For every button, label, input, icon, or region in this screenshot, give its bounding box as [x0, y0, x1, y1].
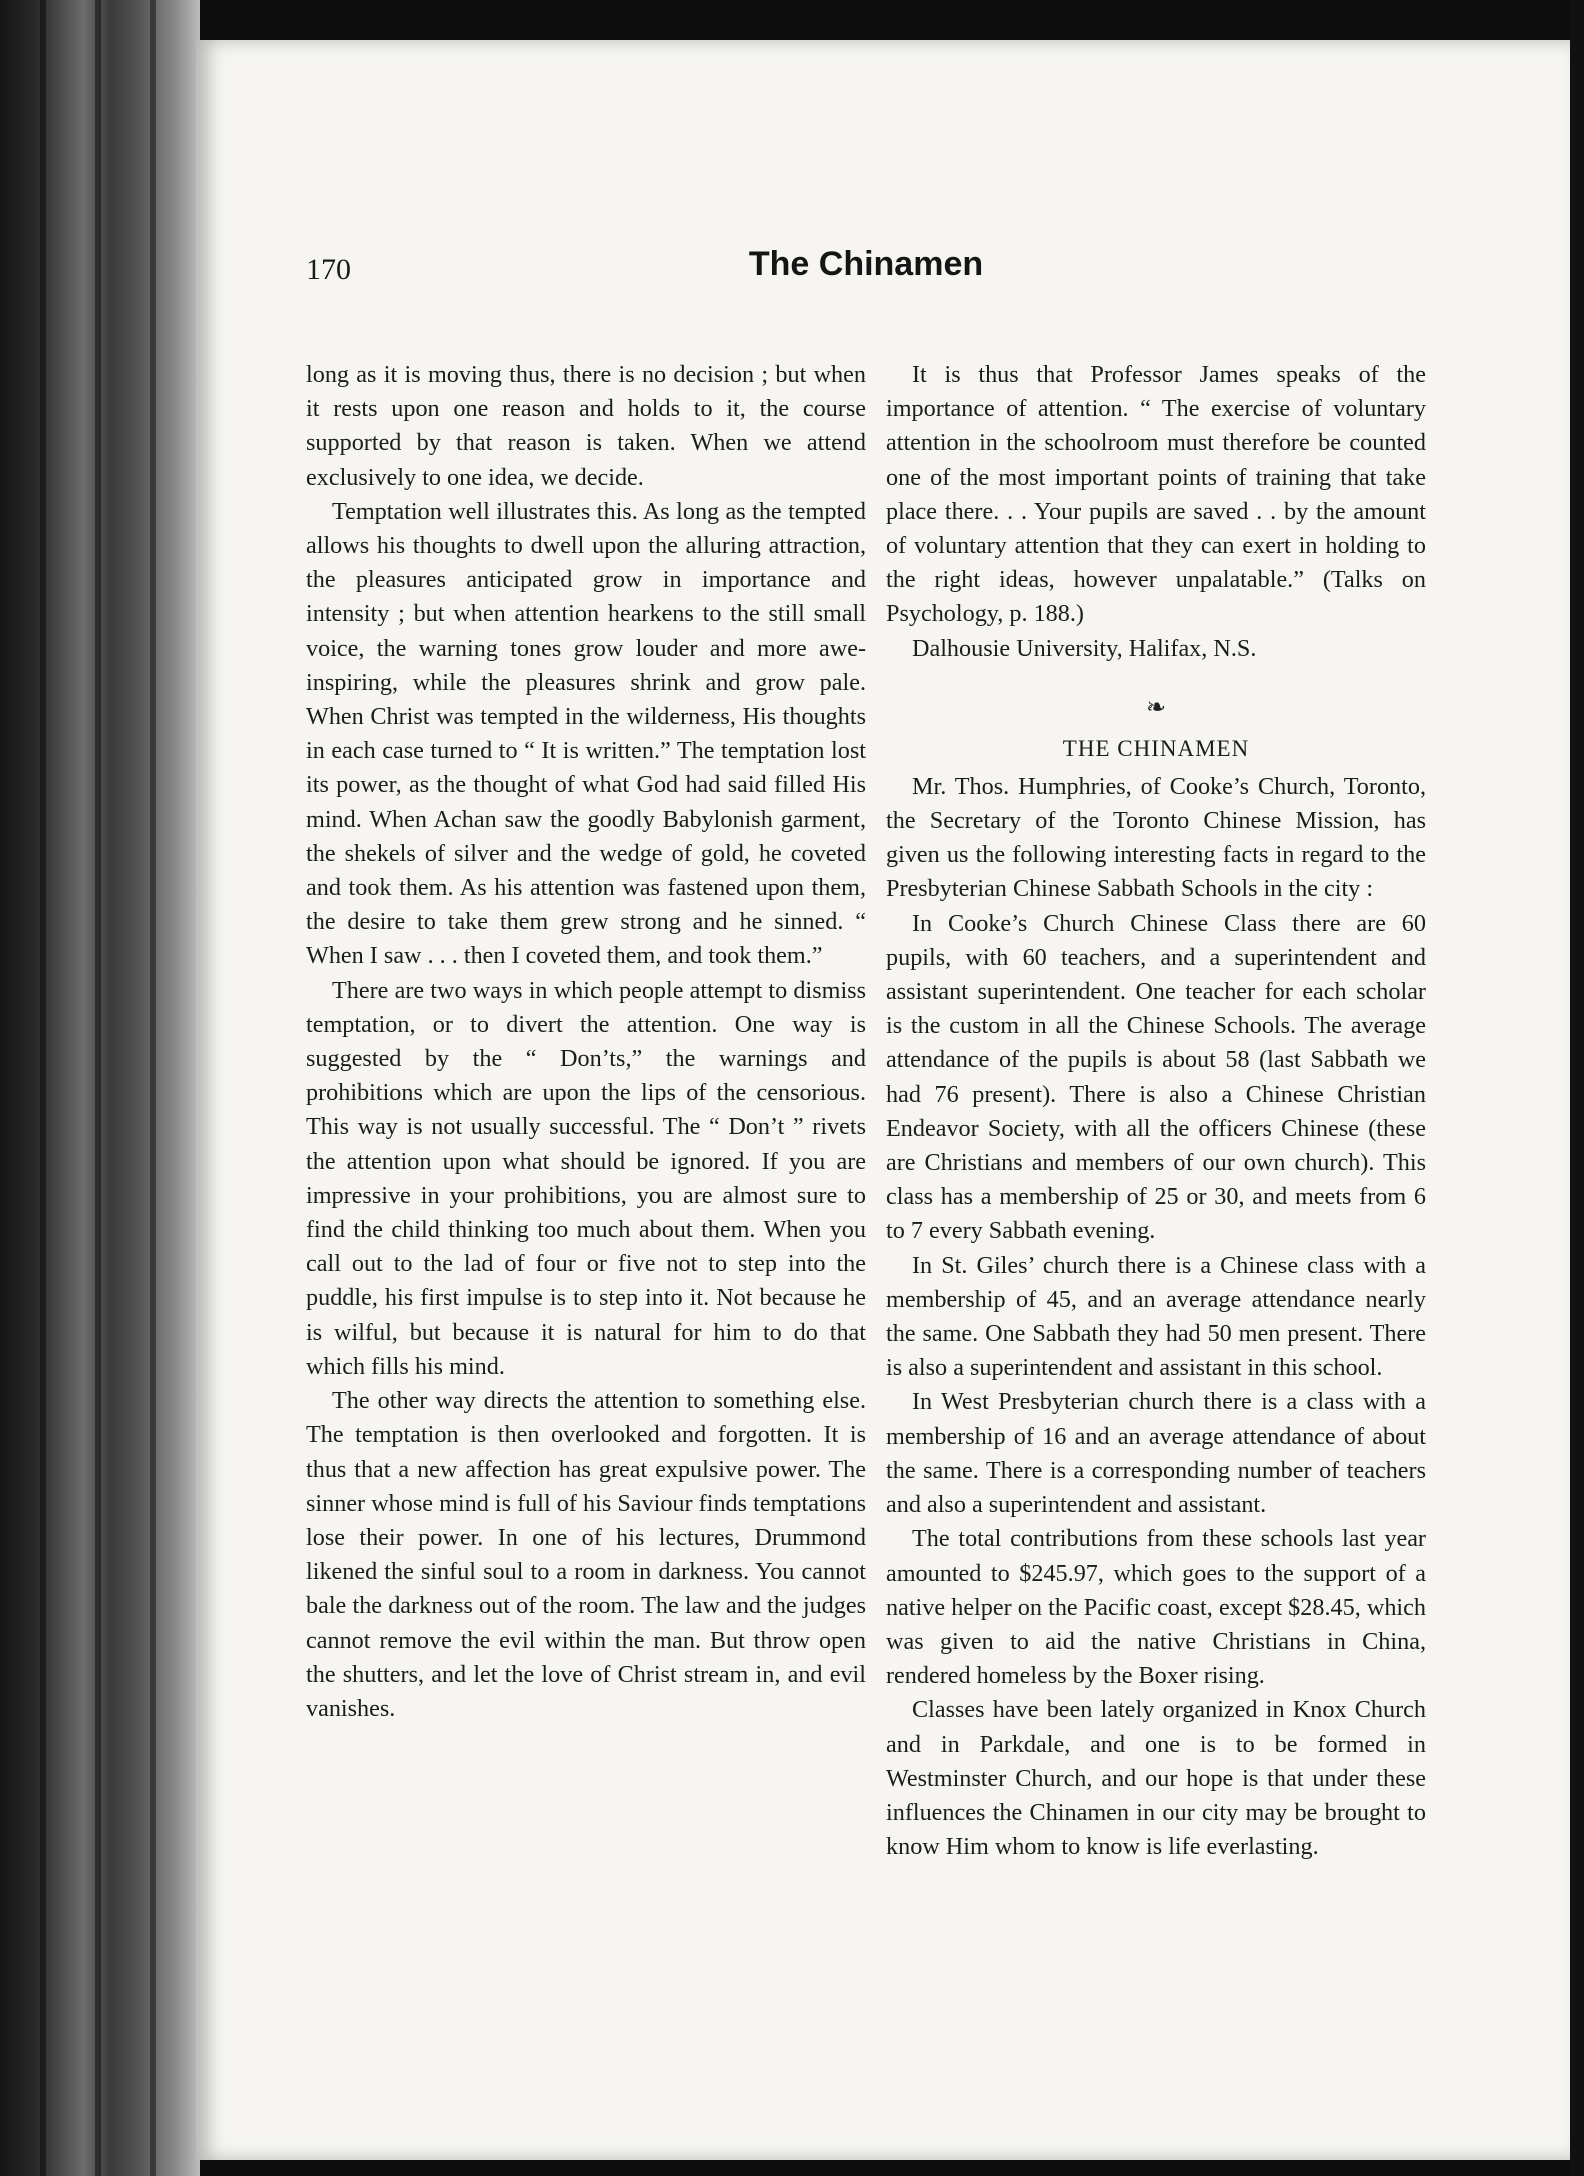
left-column: [306, 358, 866, 1726]
spine-stripe: [150, 0, 156, 2176]
author-affiliation: Dalhousie University, Halifax, N.S.: [912, 634, 1257, 662]
book-spine-edge: [0, 0, 200, 2176]
paragraph: In St. Giles’ church there is a Chinese class with a membership of 45, and an average attendance nearly the same. One Sabbath they had 50 men present. There is also a superintendent and assistant in this school.: [886, 1251, 1426, 1382]
paragraph: There are two ways in which people attempt to dismiss temptation, or to divert the attention. One way is suggested by the “ Don’ts,” the warnings and prohibitions which are upon the lips of the censorious. This way is not usually successful. The “ Don’t ” rivets the attention upon what should be ignored. If you are impressive in your prohibitions, you are almost sure to find the child thinking too much about them. When you call out to the lad of four or five not to step into the puddle, his first impulse is to step into it. Not because he is wilful, but because it is natural for him to do that which fills his mind.: [306, 976, 866, 1380]
page-header: [306, 245, 1426, 305]
paragraph: In West Presbyterian church there is a class with a membership of 16 and an average attendance of about the same. There is a corresponding number of teachers and also a superintendent and assistant.: [886, 1388, 1426, 1519]
paragraph: It is thus that Professor James speaks of the importance of attention. “ The exercise of voluntary attention in the schoolroom must therefore be counted one of the most important points of training that take place there. . . Your pupils are saved . . by the amount of voluntary attention that they can exert in holding to the right ideas, however unpalatable.” (Talks on Psychology, p. 188.): [886, 361, 1426, 628]
paragraph: Mr. Thos. Humphries, of Cooke’s Church, Toronto, the Secretary of the Toronto Chinese Mission, has given us the following interesting facts in regard to the Presbyterian Chinese Sabbath Schools in the city :: [886, 772, 1426, 903]
spine-stripe: [95, 0, 101, 2176]
paragraph: In Cooke’s Church Chinese Class there are 60 pupils, with 60 teachers, and a superintendent and assistant superintendent. One teacher for each scholar is the custom in all the Chinese Schools. The average attendance of the pupils is about 58 (last Sabbath we had 76 present). There is also a Chinese Christian Endeavor Society, with all the officers Chinese (these are Christians and members of our own church). This class has a membership of 25 or 30, and meets from 6 to 7 every Sabbath evening.: [886, 909, 1426, 1245]
page-right-edge: [1570, 0, 1584, 2176]
paragraph: Temptation well illustrates this. As long as the tempted allows his thoughts to dwell upon the alluring attraction, the pleasures anticipated grow in importance and intensity ; but when attention hearkens to the still small voice, the warning tones grow louder and more awe-inspiring, while the pleasures shrink and grow pale. When Christ was tempted in the wilderness, His thoughts in each case turned to “ It is written.” The temptation lost its power, as the thought of what God had said filled His mind. When Achan saw the goodly Babylonish garment, the shekels of silver and the wedge of gold, he coveted and took them. As his attention was fastened upon them, the desire to take them grew strong and he sinned. “ When I saw . . . then I coveted them, and took them.”: [306, 497, 866, 970]
paragraph: The other way directs the attention to something else. The temptation is then overlooked and forgotten. It is thus that a new affection has great expulsive power. The sinner whose mind is full of his Saviour finds temptations lose their power. In one of his lectures, Drummond likened the sinful soul to a room in darkness. You cannot bale the darkness out of the room. The law and the judges cannot remove the evil within the man. But throw open the shutters, and let the love of Christ stream in, and evil vanishes.: [306, 1387, 866, 1722]
ornament-icon: ❧: [1145, 694, 1167, 721]
paragraph: long as it is moving thus, there is no decision ; but when it rests upon one reason and holds to it, the course supported by that reason is taken. When we attend exclusively to one idea, we decide.: [306, 361, 866, 491]
section-title: THE CHINAMEN: [1062, 735, 1250, 761]
page-number: 170: [306, 253, 351, 286]
spine-stripe: [40, 0, 46, 2176]
running-title: The Chinamen: [748, 245, 984, 283]
paragraph: The total contributions from these schools last year amounted to $245.97, which goes to the support of a native helper on the Pacific coast, except $28.45, which was given to aid the native Christians in China, rendered homeless by the Boxer rising.: [886, 1525, 1426, 1690]
paragraph: Classes have been lately organized in Knox Church and in Parkdale, and one is to be formed in Westminster Church, and our hope is that under these influences the Chinamen in our city may be brought to know Him whom to know is life everlasting.: [886, 1696, 1426, 1861]
book-page: [196, 40, 1570, 2160]
right-column: [886, 358, 1426, 1864]
